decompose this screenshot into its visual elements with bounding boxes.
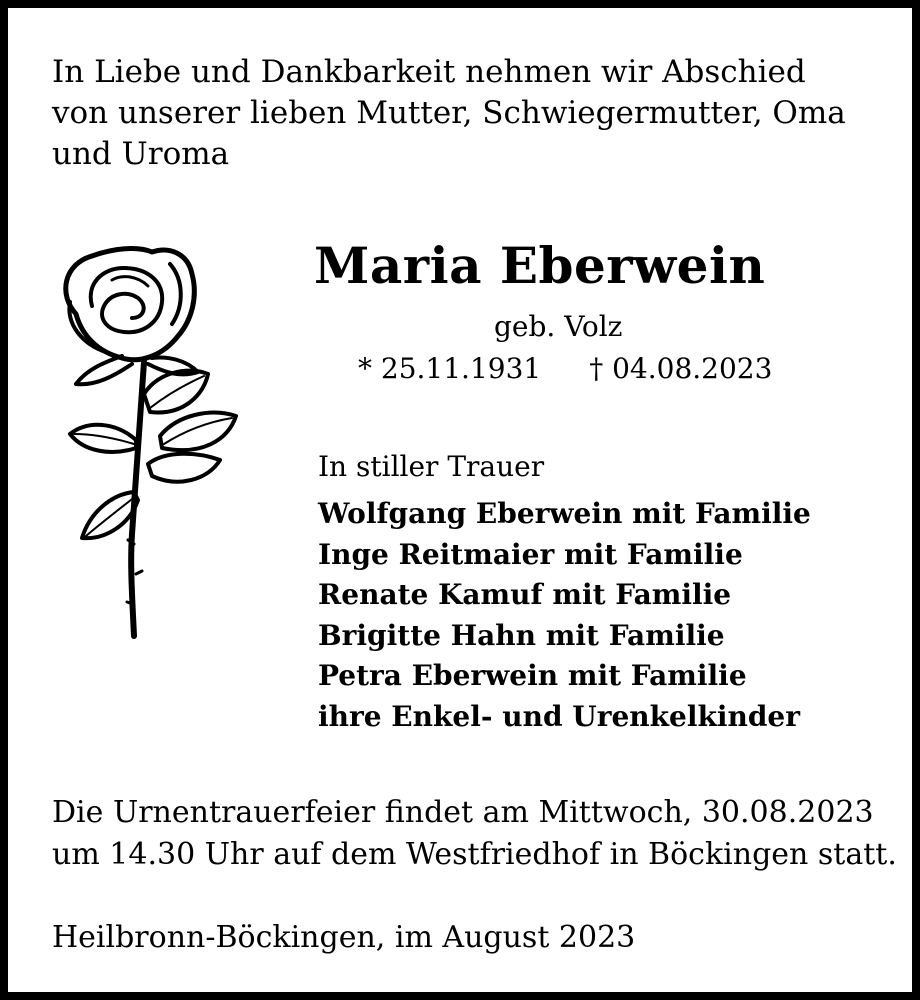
life-dates bbox=[358, 352, 772, 385]
intro-line: In Liebe und Dankbarkeit nehmen wir Abschied bbox=[52, 54, 806, 90]
mourner-name: Brigitte Hahn mit Familie bbox=[318, 618, 725, 652]
ceremony-info bbox=[52, 792, 897, 876]
ceremony-line: um 14.30 Uhr auf dem Westfriedhof in Böckingen statt. bbox=[52, 837, 897, 872]
intro-line: und Uroma bbox=[52, 136, 230, 172]
mourner-list bbox=[318, 494, 811, 737]
place-and-date: Heilbronn-Böckingen, im August 2023 bbox=[52, 920, 636, 955]
death-date: † 04.08.2023 bbox=[589, 352, 773, 385]
mourner-name: Petra Eberwein mit Familie bbox=[318, 659, 747, 692]
ceremony-line: Die Urnentrauerfeier findet am Mittwoch, 30.08.2023 bbox=[52, 795, 874, 830]
mourner-name: Wolfgang Eberwein mit Familie bbox=[318, 497, 811, 530]
birth-date: * 25.11.1931 bbox=[358, 352, 542, 385]
rose-icon bbox=[52, 244, 252, 640]
mourner-name: Renate Kamuf mit Familie bbox=[318, 578, 732, 611]
deceased-name: Maria Eberwein bbox=[314, 236, 766, 295]
intro-line: von unserer lieben Mutter, Schwiegermutter, Oma bbox=[52, 95, 846, 131]
mourner-name: Inge Reitmaier mit Familie bbox=[318, 537, 743, 571]
intro-text bbox=[52, 52, 846, 175]
maiden-name: geb. Volz bbox=[494, 310, 623, 343]
mourning-heading: In stiller Trauer bbox=[318, 450, 545, 483]
mourner-name: ihre Enkel- und Urenkelkinder bbox=[318, 699, 801, 733]
